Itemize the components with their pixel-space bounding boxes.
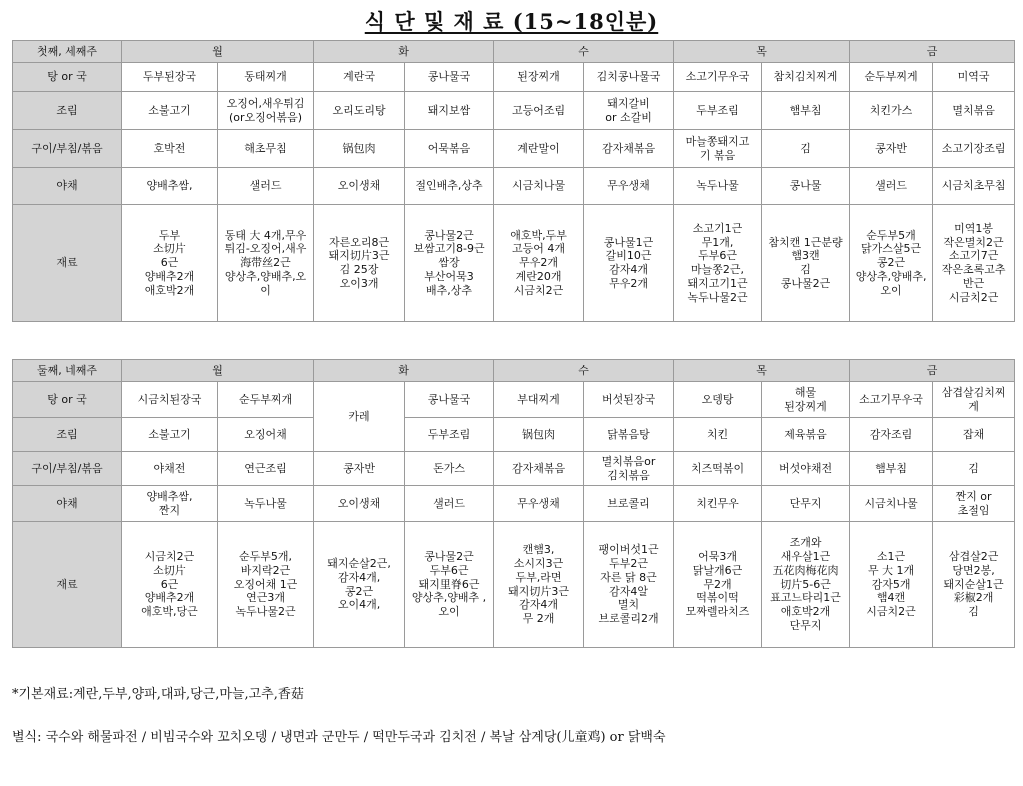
table-row (13, 486, 1015, 522)
table-cell: 감자조림 (850, 418, 933, 452)
table-cell: 김 (762, 130, 850, 168)
table-cell: 자른오리8근 돼지切片3근 김 25장 오이3개 (314, 205, 405, 322)
table-cell: 오이생채 (314, 486, 405, 522)
day-header-thu: 목 (674, 41, 850, 63)
table-cell: 김치콩나물국 (584, 63, 674, 92)
table-cell: 감자채볶음 (494, 452, 584, 486)
table-cell: 삼겹살2근 당면2봉, 돼지순살1근 彩椒2개 김 (933, 522, 1015, 648)
table-cell: 돼지갈비 or 소갈비 (584, 92, 674, 130)
row-label: 조림 (13, 92, 122, 130)
row-label: 재료 (13, 205, 122, 322)
menu-table-week-1-3 (12, 40, 1015, 322)
row-label: 재료 (13, 522, 122, 648)
table-cell: 계란말이 (494, 130, 584, 168)
table-cell: 미역국 (933, 63, 1015, 92)
day-header-mon: 월 (122, 360, 314, 382)
table-cell: 연근조림 (218, 452, 314, 486)
table-cell: 계란국 (314, 63, 405, 92)
table-header-row (13, 360, 1015, 382)
table-cell: 샐러드 (850, 168, 933, 205)
day-header-tue: 화 (314, 360, 494, 382)
table-cell: 콩자반 (850, 130, 933, 168)
table-cell: 햄부침 (850, 452, 933, 486)
table-row (13, 63, 1015, 92)
table-cell: 호박전 (122, 130, 218, 168)
table-cell: 감자채볶음 (584, 130, 674, 168)
table-cell: 제육볶음 (762, 418, 850, 452)
table-cell: 버섯야채전 (762, 452, 850, 486)
table-cell: 어묵볶음 (405, 130, 494, 168)
table-row (13, 452, 1015, 486)
table-cell: 锅包肉 (314, 130, 405, 168)
menu-table-week-2-4 (12, 359, 1015, 648)
table-cell: 두부된장국 (122, 63, 218, 92)
table-cell: 콩나물2근 두부6근 돼지里脊6근 양상추,양배추 , 오이 (405, 522, 494, 648)
table-cell: 무우생채 (494, 486, 584, 522)
table-cell: 무우생채 (584, 168, 674, 205)
special-meals-note: 별식: 국수와 해물파전 / 비빔국수와 꼬치오뎅 / 냉면과 군만두 / 떡만두국과 김치전 / 복날 삼계당(儿童鸡) or 닭백숙 (12, 730, 666, 745)
table-cell: 오리도리탕 (314, 92, 405, 130)
table-cell: 소1근 무 大 1개 감자5개 햄4캔 시금치2근 (850, 522, 933, 648)
table-header-row (13, 41, 1015, 63)
table-cell: 부대찌게 (494, 382, 584, 418)
basic-ingredients-note: *기본재료:계란,두부,양파,대파,당근,마늘,고추,香菇 (12, 687, 304, 702)
table-cell: 소불고기 (122, 92, 218, 130)
day-header-fri: 금 (850, 41, 1015, 63)
table-cell: 순두부5개, 바지락2근 오징어채 1근 연근3개 녹두나물2근 (218, 522, 314, 648)
table-cell: 시금치나물 (850, 486, 933, 522)
table-cell: 치킨가스 (850, 92, 933, 130)
table-cell: 치킨무우 (674, 486, 762, 522)
table-cell: 두부조림 (405, 418, 494, 452)
table-cell: 양배추쌈, 짠지 (122, 486, 218, 522)
table-cell: 김 (933, 452, 1015, 486)
table-cell: 동태찌개 (218, 63, 314, 92)
table-cell: 시금치초무침 (933, 168, 1015, 205)
table-cell: 단무지 (762, 486, 850, 522)
table-cell: 삼겹살김치찌 게 (933, 382, 1015, 418)
row-label: 구이/부침/볶음 (13, 130, 122, 168)
table-cell: 카레 (314, 382, 405, 452)
table-cell: 콩나물1근 갈비10근 감자4개 무우2개 (584, 205, 674, 322)
table-cell: 소고기무우국 (850, 382, 933, 418)
table-cell: 해초무침 (218, 130, 314, 168)
table-cell: 소고기무우국 (674, 63, 762, 92)
table-cell: 짠지 or 초절임 (933, 486, 1015, 522)
row-label: 구이/부침/볶음 (13, 452, 122, 486)
table-cell: 양배추쌈, (122, 168, 218, 205)
table-cell: 오뎅탕 (674, 382, 762, 418)
table-cell: 고등어조림 (494, 92, 584, 130)
table-cell: 치즈떡볶이 (674, 452, 762, 486)
row-label: 탕 or 국 (13, 382, 122, 418)
table-cell: 소불고기 (122, 418, 218, 452)
table-row (13, 92, 1015, 130)
table-cell: 锅包肉 (494, 418, 584, 452)
day-header-thu: 목 (674, 360, 850, 382)
row-label: 야채 (13, 486, 122, 522)
row-label: 조림 (13, 418, 122, 452)
day-header-fri: 금 (850, 360, 1015, 382)
table-cell: 브로콜리 (584, 486, 674, 522)
table-row (13, 418, 1015, 452)
day-header-mon: 월 (122, 41, 314, 63)
table-cell: 참치김치찌게 (762, 63, 850, 92)
table-cell: 캔햄3, 소시지3근 두부,라면 돼지切片3근 감자4개 무 2개 (494, 522, 584, 648)
table-cell: 동태 大 4개,무우 튀김-오징어,새우 海带丝2근 양상추,양배추,오 이 (218, 205, 314, 322)
table-cell: 미역1봉 작은멸치2근 소고기7근 작은초록고추 반근 시금치2근 (933, 205, 1015, 322)
week-label: 둘째, 네째주 (13, 360, 122, 382)
day-header-tue: 화 (314, 41, 494, 63)
table-cell: 콩자반 (314, 452, 405, 486)
table-cell: 오이생채 (314, 168, 405, 205)
table-cell: 콩나물2근 보쌈고기8-9근 쌈장 부산어묵3 배추,상추 (405, 205, 494, 322)
day-header-wed: 수 (494, 41, 674, 63)
table-cell: 닭볶음탕 (584, 418, 674, 452)
table-cell: 소고기1근 무1개, 두부6근 마늘쫑2근, 돼지고기1근 녹두나물2근 (674, 205, 762, 322)
table-cell: 절인배추,상추 (405, 168, 494, 205)
table-cell: 돈가스 (405, 452, 494, 486)
table-cell: 녹두나물 (674, 168, 762, 205)
day-header-wed: 수 (494, 360, 674, 382)
table-cell: 조개와 새우살1근 五花肉梅花肉 切片5-6근 표고느타리1근 애호박2개 단무지 (762, 522, 850, 648)
table-cell: 버섯된장국 (584, 382, 674, 418)
table-row (13, 382, 1015, 418)
table-cell: 콩나물국 (405, 63, 494, 92)
table-cell: 햄부침 (762, 92, 850, 130)
table-cell: 참치캔 1근분량 햄3캔 김 콩나물2근 (762, 205, 850, 322)
table-cell: 애호박,두부 고등어 4개 무우2개 계란20개 시금치2근 (494, 205, 584, 322)
table-cell: 소고기장조림 (933, 130, 1015, 168)
row-label: 야채 (13, 168, 122, 205)
table-cell: 순두부5개 닭가스살5근 콩2근 양상추,양배추, 오이 (850, 205, 933, 322)
row-label: 탕 or 국 (13, 63, 122, 92)
table-cell: 오징어,새우튀김 (or오징어볶음) (218, 92, 314, 130)
table-cell: 멸치볶음or 김치볶음 (584, 452, 674, 486)
table-cell: 두부 소切片 6근 양배추2개 애호박2개 (122, 205, 218, 322)
table-row (13, 205, 1015, 322)
table-cell: 두부조림 (674, 92, 762, 130)
table-cell: 마늘쫑돼지고 기 볶음 (674, 130, 762, 168)
table-cell: 샐러드 (218, 168, 314, 205)
table-row (13, 130, 1015, 168)
table-cell: 콩나물국 (405, 382, 494, 418)
table-cell: 순두부찌개 (218, 382, 314, 418)
table-cell: 샐러드 (405, 486, 494, 522)
week-label: 첫째, 세째주 (13, 41, 122, 63)
table-cell: 돼지순살2근, 감자4개, 콩2근 오이4개, (314, 522, 405, 648)
table-cell: 순두부찌게 (850, 63, 933, 92)
table-cell: 오징어채 (218, 418, 314, 452)
table-cell: 어묵3개 닭날개6근 무2개 떡볶이떡 모짜렐라치즈 (674, 522, 762, 648)
table-cell: 시금치된장국 (122, 382, 218, 418)
page-title: 식 단 및 재 료 (15~18인분) (364, 9, 659, 34)
table-cell: 팽이버섯1근 두부2근 자른 닭 8근 감자4알 멸치 브로콜리2개 (584, 522, 674, 648)
table-cell: 된장찌개 (494, 63, 584, 92)
table-cell: 시금치2근 소切片 6근 양배추2개 애호박,당근 (122, 522, 218, 648)
table-cell: 해물 된장찌게 (762, 382, 850, 418)
table-cell: 돼지보쌈 (405, 92, 494, 130)
table-cell: 콩나물 (762, 168, 850, 205)
table-cell: 야채전 (122, 452, 218, 486)
table-row (13, 522, 1015, 648)
table-row (13, 168, 1015, 205)
table-cell: 치킨 (674, 418, 762, 452)
table-cell: 잡채 (933, 418, 1015, 452)
table-cell: 시금치나물 (494, 168, 584, 205)
table-cell: 녹두나물 (218, 486, 314, 522)
table-cell: 멸치볶음 (933, 92, 1015, 130)
